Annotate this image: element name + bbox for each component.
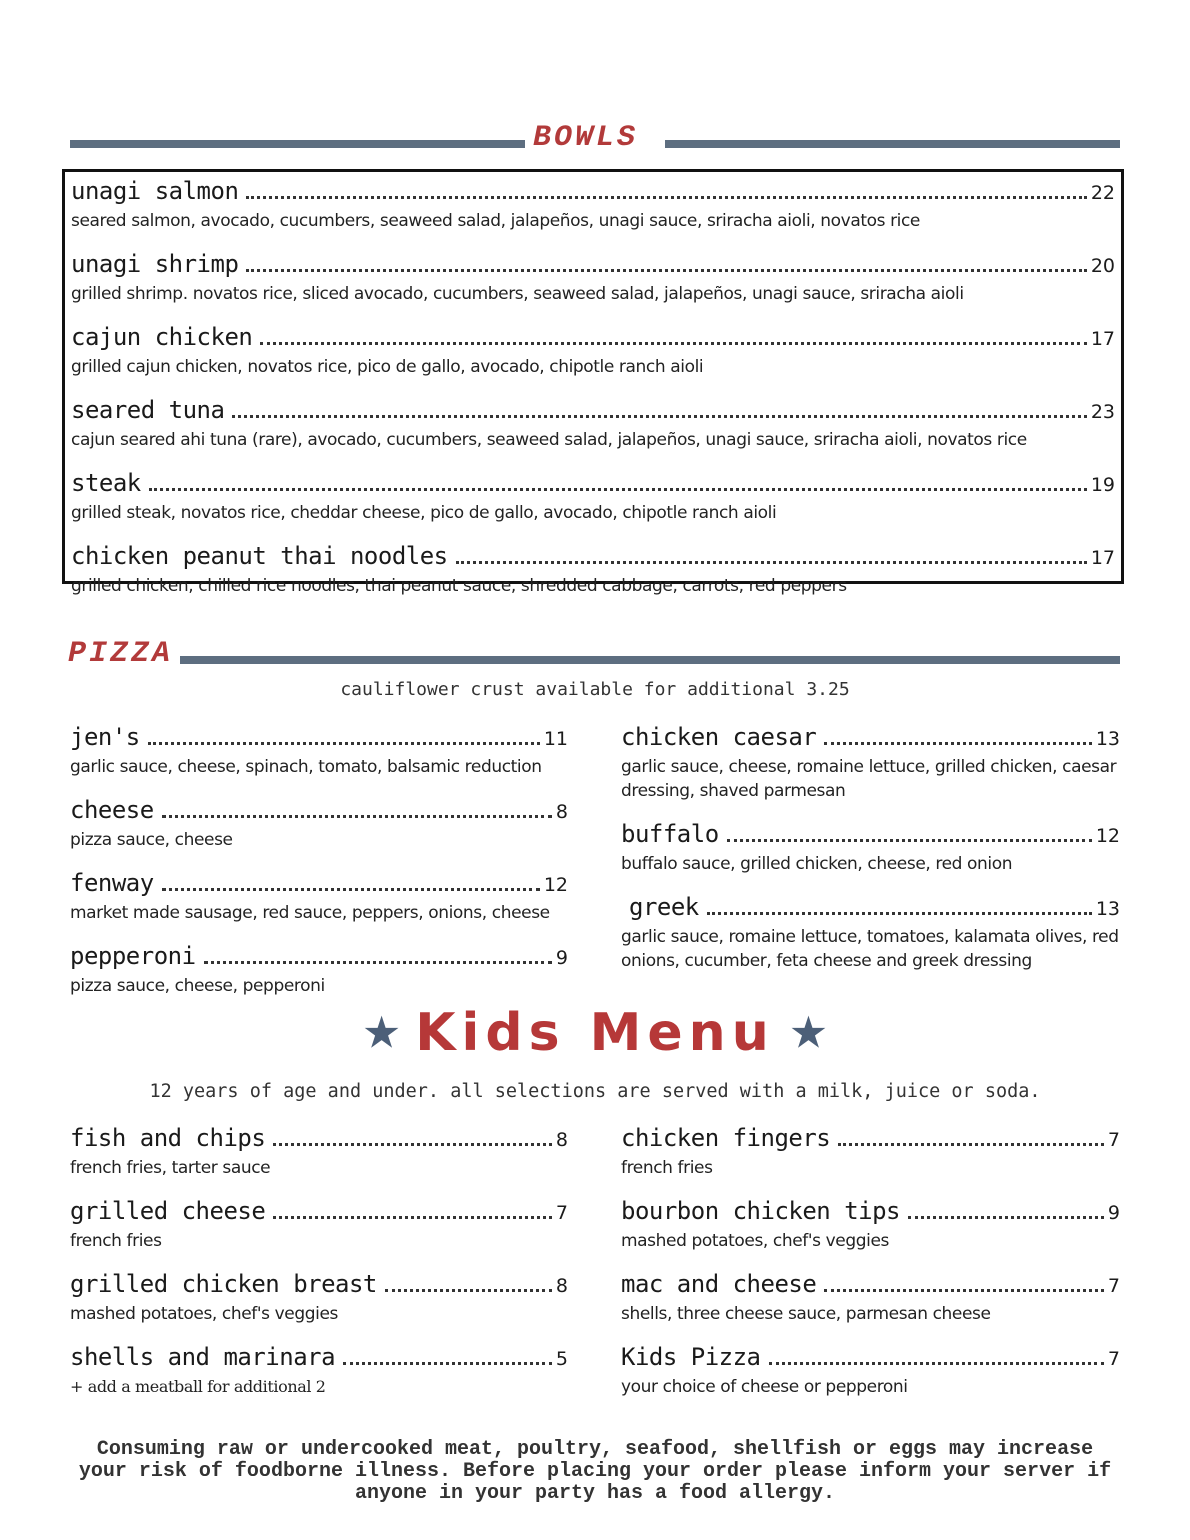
item-description: garlic sauce, cheese, romaine lettuce, grilled chicken, caesar dressing, shaved parmesan [621,757,1117,801]
menu-item [71,541,1115,598]
item-description: your choice of cheese or pepperoni [621,1377,908,1397]
dot-leader [824,1289,1104,1292]
pizza-note: cauliflower crust available for additional 3.25 [340,679,850,700]
menu-item [621,1196,1120,1253]
item-price: 8 [555,801,568,823]
item-description: grilled shrimp. novatos rice, sliced avocado, cucumbers, seaweed salad, jalapeños, unagi sauce, sriracha aioli [71,284,964,304]
dot-leader [456,561,1087,564]
item-name: chicken caesar [621,723,817,751]
item-name: greek [629,893,699,921]
dot-leader [273,1143,552,1146]
item-description: grilled chicken, chilled rice noodles, thai peanut sauce, shredded cabbage, carrots, red peppers [71,576,847,596]
item-price: 7 [1107,1129,1120,1151]
item-description: grilled cajun chicken, novatos rice, pico de gallo, avocado, chipotle ranch aioli [71,357,704,377]
kids-menu-heading [0,1003,1190,1063]
item-name: fenway [70,869,154,897]
item-description: french fries [70,1231,162,1251]
menu-item [71,395,1115,452]
allergy-disclaimer: Consuming raw or undercooked meat, poultry, seafood, shellfish or eggs may increase your risk of foodborne illness. Before placing your order please inform your server if anyone in your party has a food allergy. [78,1438,1112,1505]
item-description: cajun seared ahi tuna (rare), avocado, cucumbers, seaweed salad, jalapeños, unagi sauce, sriracha aioli, novatos rice [71,430,1027,450]
dot-leader [908,1216,1104,1219]
item-price: 9 [1107,1202,1120,1224]
menu-item [621,892,1120,973]
item-name: cajun chicken [71,323,253,351]
dot-leader [204,961,552,964]
menu-item [621,1123,1120,1180]
item-name: bourbon chicken tips [621,1197,900,1225]
menu-item [621,1269,1120,1326]
menu-item [70,795,568,852]
dot-leader [149,488,1087,491]
dot-leader [838,1143,1104,1146]
item-description: buffalo sauce, grilled chicken, cheese, red onion [621,854,1013,874]
dot-leader [232,415,1086,418]
dot-leader [260,342,1086,345]
dot-leader [246,196,1086,199]
dot-leader [385,1289,552,1292]
item-description: seared salmon, avocado, cucumbers, seaweed salad, jalapeños, unagi sauce, sriracha aioli, novatos rice [71,211,920,231]
item-description: + add a meatball for additional 2 [70,1377,326,1396]
item-price: 19 [1090,474,1115,496]
menu-item [71,468,1115,525]
item-name: mac and cheese [621,1270,817,1298]
kids-note: 12 years of age and under. all selections are served with a milk, juice or soda. [149,1081,1041,1102]
menu-item [621,1342,1120,1399]
item-description: mashed potatoes, chef's veggies [70,1304,338,1324]
item-price: 9 [555,947,568,969]
menu-item [70,1269,568,1326]
kids-left-column [70,1123,568,1415]
item-name: pepperoni [70,942,196,970]
dot-leader [148,742,540,745]
star-icon: ★ [361,1007,402,1059]
star-icon: ★ [788,1007,829,1059]
menu-item [70,1342,568,1399]
item-name: buffalo [621,820,719,848]
item-price: 8 [555,1275,568,1297]
item-name: unagi salmon [71,177,239,205]
item-price: 17 [1090,547,1115,569]
item-price: 13 [1095,728,1120,750]
dot-leader [162,888,540,891]
item-price: 17 [1090,328,1115,350]
item-price: 23 [1090,401,1115,423]
item-description: french fries, tarter sauce [70,1158,271,1178]
dot-leader [273,1216,552,1219]
menu-item [621,722,1120,803]
menu-item [70,1196,568,1253]
item-name: chicken peanut thai noodles [71,542,448,570]
item-description: garlic sauce, romaine lettuce, tomatoes, kalamata olives, red onions, cucumber, feta cheese and greek dressing [621,927,1119,971]
dot-leader [727,839,1092,842]
item-description: market made sausage, red sauce, peppers, onions, cheese [70,903,550,923]
item-name: shells and marinara [70,1343,336,1371]
dot-leader [162,815,552,818]
item-name: steak [71,469,141,497]
bowls-rule-left [70,140,525,148]
dot-leader [824,742,1092,745]
item-description: mashed potatoes, chef's veggies [621,1231,889,1251]
item-price: 11 [543,728,568,750]
menu-item [70,868,568,925]
item-price: 22 [1090,182,1115,204]
item-description: garlic sauce, cheese, spinach, tomato, balsamic reduction [70,757,542,777]
menu-item [70,1123,568,1180]
bowls-rule-right [665,140,1120,148]
item-description: shells, three cheese sauce, parmesan cheese [621,1304,991,1324]
item-price: 12 [1095,825,1120,847]
dot-leader [246,269,1086,272]
pizza-rule [180,656,1120,664]
item-price: 7 [1107,1275,1120,1297]
menu-item [70,722,568,779]
item-price: 20 [1090,255,1115,277]
item-price: 8 [555,1129,568,1151]
item-name: cheese [70,796,154,824]
pizza-right-column [621,722,1120,989]
item-name: Kids Pizza [621,1343,761,1371]
bowls-list [62,169,1124,596]
item-description: grilled steak, novatos rice, cheddar cheese, pico de gallo, avocado, chipotle ranch aioli [71,503,777,523]
item-name: unagi shrimp [71,250,239,278]
pizza-title: PIZZA [68,637,174,671]
bowls-title: BOWLS [533,121,639,155]
item-price: 7 [555,1202,568,1224]
menu-item [621,819,1120,876]
dot-leader [343,1362,552,1365]
item-price: 12 [543,874,568,896]
kids-right-column [621,1123,1120,1415]
menu-item [71,322,1115,379]
kids-menu-title: Kids Menu [415,1003,775,1063]
item-description: french fries [621,1158,713,1178]
menu-item [70,941,568,998]
item-name: chicken fingers [621,1124,831,1152]
item-name: jen's [70,723,140,751]
item-description: pizza sauce, cheese, pepperoni [70,976,325,996]
menu-item [71,249,1115,306]
item-price: 7 [1107,1348,1120,1370]
menu-item [71,176,1115,233]
item-name: fish and chips [70,1124,266,1152]
item-name: grilled cheese [70,1197,266,1225]
item-price: 13 [1095,898,1120,920]
item-name: seared tuna [71,396,225,424]
item-description: pizza sauce, cheese [70,830,233,850]
dot-leader [769,1362,1104,1365]
dot-leader [707,912,1092,915]
pizza-left-column [70,722,568,1014]
item-price: 5 [555,1348,568,1370]
item-name: grilled chicken breast [70,1270,377,1298]
